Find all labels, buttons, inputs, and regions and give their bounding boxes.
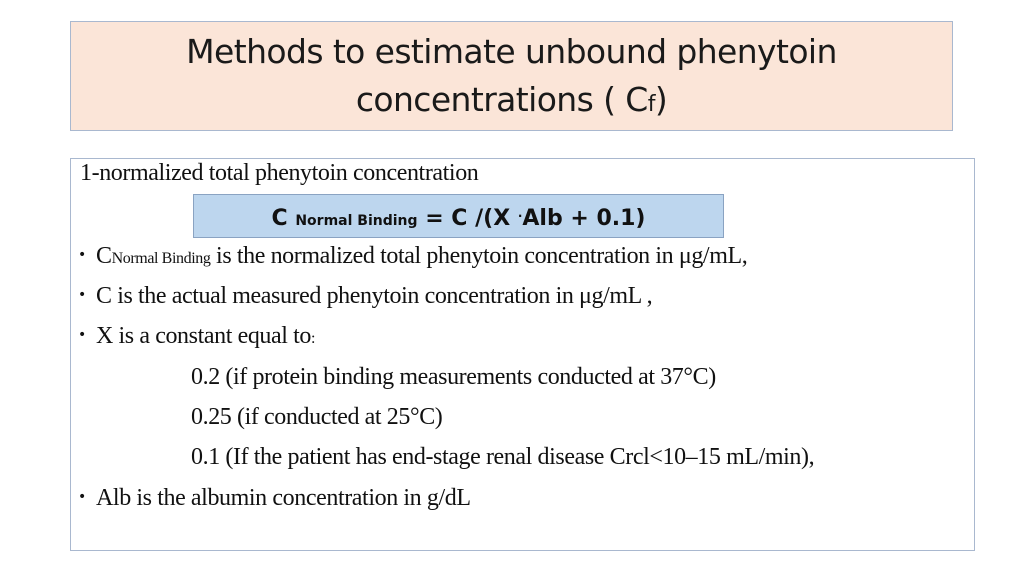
formula-rhs-a: = C /(X: [425, 206, 511, 231]
bullet-dot-icon: •: [78, 247, 86, 263]
formula-rhs-b: Alb + 0.1): [522, 206, 646, 231]
title-line-2-end: ): [654, 80, 668, 119]
bullet-item: [78, 283, 652, 310]
x-value-item: 0.2 (if protein binding measurements conducted at 37°C): [191, 364, 716, 390]
bullet-dot-icon: •: [78, 287, 86, 303]
title-line-2-text: concentrations ( C: [355, 80, 648, 119]
title-line-2: [71, 80, 952, 119]
formula-box: [193, 194, 724, 238]
bullet-item: [78, 323, 315, 350]
formula-lhs: C: [271, 206, 288, 231]
bullet-text: C is the actual measured phenytoin concentration in μg/mL ,: [96, 283, 653, 309]
bullet-item: [78, 485, 471, 512]
bullet-prefix: C: [96, 243, 112, 269]
slide-title: [70, 21, 953, 131]
formula-lhs-subscript: Normal Binding: [295, 213, 418, 229]
bullet-dot-icon: •: [78, 327, 86, 343]
x-value-item: 0.1 (If the patient has end-stage renal disease Crcl<10–15 mL/min),: [191, 444, 815, 470]
bullet-dot-icon: •: [78, 489, 86, 505]
x-value-item: 0.25 (if conducted at 25°C): [191, 404, 443, 430]
bullet-text: is the normalized total phenytoin concentration in μg/mL,: [210, 243, 748, 269]
bullet-suffix: :: [311, 330, 316, 347]
bullet-prefix-subscript: Normal Binding: [111, 250, 211, 267]
bullet-text: X is a constant equal to: [96, 323, 312, 349]
title-line-1: Methods to estimate unbound phenytoin: [186, 32, 837, 71]
bullet-item: [78, 243, 747, 270]
formula-dot: ·: [517, 209, 523, 223]
bullet-text: Alb is the albumin concentration in g/dL: [96, 485, 471, 511]
title-subscript: f: [647, 92, 655, 117]
section-heading: 1-normalized total phenytoin concentration: [80, 160, 479, 186]
